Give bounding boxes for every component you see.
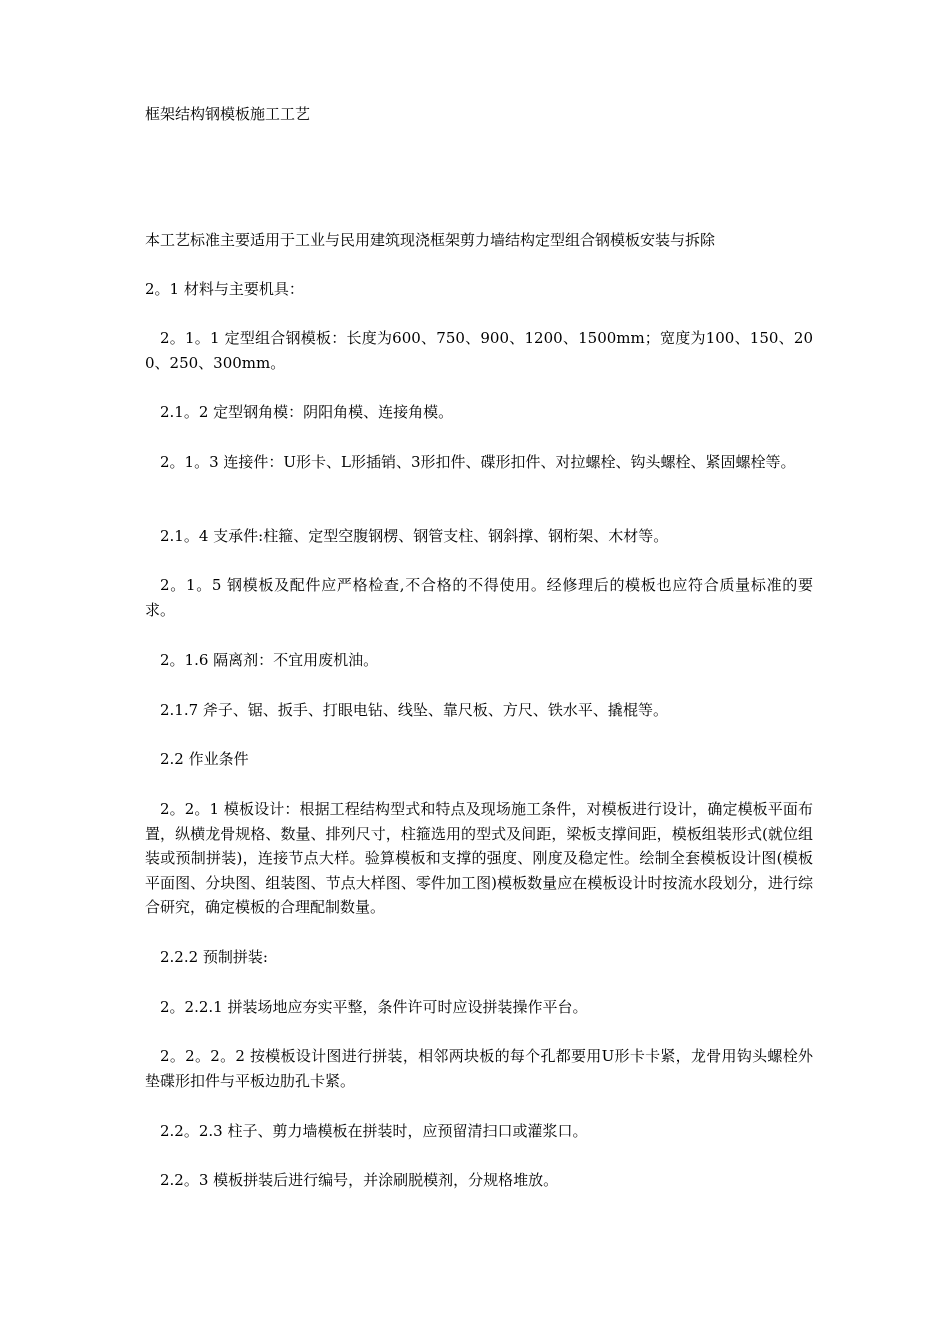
paragraph-2-2-1: 2。2。1 模板设计：根据工程结构型式和特点及现场施工条件，对模板进行设计，确定模板平面布置，纵横龙骨规格、数量、排列尺寸，柱箍选用的型式及间距，梁板支撑间距，模板组装形式(就位组装或预制拼装)，连接节点大样。验算模板和支撑的强度、刚度及稳定性。绘制全套模板设计图(模板平面图、分块图、组装图、节点大样图、零件加工图)模板数量应在模板设计时按流水段划分，进行综合研究，确定模板的合理配制数量。 (145, 800, 813, 916)
paragraph-2-1: 2。1 材料与主要机具： (145, 280, 304, 298)
paragraph-scope: 本工艺标准主要适用于工业与民用建筑现浇框架剪力墙结构定型组合钢模板安装与拆除 (145, 231, 716, 249)
paragraph-2-2-3: 2.2。3 模板拼装后进行编号，并涂刷脱模剂，分规格堆放。 (160, 1171, 559, 1189)
paragraph-2-2-2-3: 2.2。2.3 柱子、剪力墙模板在拼装时，应预留清扫口或灌浆口。 (160, 1122, 588, 1140)
paragraph-2-1-6: 2。1.6 隔离剂：不宜用废机油。 (160, 651, 379, 669)
document-title: 框架结构钢模板施工工艺 (145, 105, 311, 123)
paragraph-2-2: 2.2 作业条件 (160, 750, 249, 768)
paragraph-2-2-2-2: 2。2。2。2 按模板设计图进行拼装，相邻两块板的每个孔都要用U形卡卡紧，龙骨用钩头螺栓外垫碟形扣件与平板边肋孔卡紧。 (145, 1047, 813, 1090)
paragraph-2-1-7: 2.1.7 斧子、锯、扳手、打眼电钻、线坠、靠尺板、方尺、铁水平、撬棍等。 (160, 701, 668, 719)
paragraph-2-1-5: 2。1。5 钢模板及配件应严格检查,不合格的不得使用。经修理后的模板也应符合质量标准的要求。 (145, 576, 813, 619)
paragraph-2-1-2: 2.1。2 定型钢角模：阴阳角模、连接角模。 (160, 403, 454, 421)
paragraph-2-2-2-1: 2。2.2.1 拼装场地应夯实平整，条件许可时应设拼装操作平台。 (160, 998, 588, 1016)
paragraph-2-1-1: 2。1。1 定型组合钢模板：长度为600、750、900、1200、1500mm；宽度为100、150、200、250、300mm。 (145, 329, 813, 372)
paragraph-2-2-2: 2.2.2 预制拼装: (160, 948, 268, 966)
paragraph-2-1-3: 2。1。3 连接件：U形卡、L形插销、3形扣件、碟形扣件、对拉螺栓、钩头螺栓、紧固螺栓等。 (160, 453, 796, 471)
paragraph-2-1-4: 2.1。4 支承件:柱箍、定型空腹钢楞、钢管支柱、钢斜撑、钢桁架、木材等。 (160, 527, 669, 545)
